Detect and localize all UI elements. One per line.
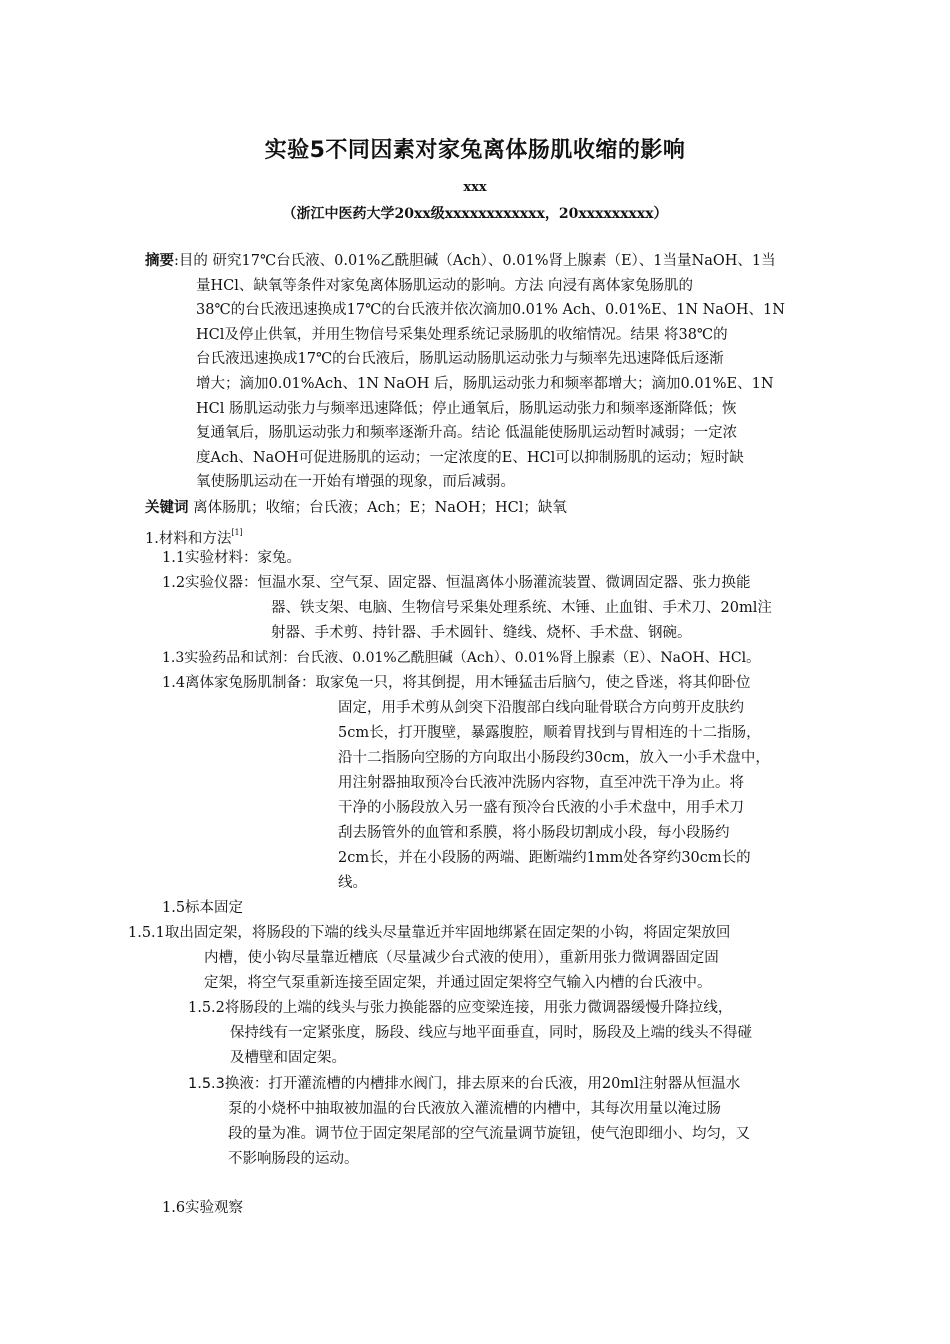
paragraph-line: 干净的小肠段放入另一盛有预冷台氏液的小手术盘中，用手术刀 — [338, 800, 744, 816]
section-1-6: 1.6实验观察 — [162, 1200, 244, 1216]
abstract-line: 量HCl、缺氧等条件对家兔离体肠肌运动的影响。方法 向浸有离体家兔肠肌的 — [196, 278, 693, 294]
abstract-line: 复通氧后，肠肌运动张力和频率逐渐升高。结论 低温能使肠肌运动暂时减弱；一定浓 — [196, 425, 738, 441]
paragraph-line: 泵的小烧杯中抽取被加温的台氏液放入灌流槽的内槽中，其每次用量以淹过肠 — [228, 1101, 721, 1117]
paragraph-line: 射器、手术剪、持针器、手术圆针、缝线、烧杯、手术盘、钢碗。 — [271, 625, 692, 641]
paragraph-line: 不影响肠段的运动。 — [228, 1151, 359, 1167]
paragraph-line: 1.5.2将肠段的上端的线头与张力换能器的应变梁连接，用张力微调器缓慢升降拉线， — [188, 1000, 733, 1016]
paragraph-line: 2cm长，并在小段肠的两端、距断端约1mm处各穿约30cm长的 — [338, 850, 751, 866]
abstract-line: HCl 肠肌运动张力与频率迅速降低；停止通氧后，肠肌运动张力和频率逐渐降低；恢 — [196, 401, 737, 417]
abstract-line: 38℃的台氏液迅速换成17℃的台氏液并依次滴加0.01% Ach、0.01%E、1N NaOH、1N — [196, 302, 785, 318]
paragraph-line: 内槽，使小钩尽量靠近槽底（尽量减少台式液的使用），重新用张力微调器固定固 — [204, 950, 719, 966]
keywords — [145, 499, 567, 517]
reference-marker: [1] — [231, 528, 243, 537]
paragraph-line: 沿十二指肠向空肠的方向取出小肠段约30cm，放入一小手术盘中， — [338, 750, 770, 766]
paragraph-line: 1.2实验仪器：恒温水泵、空气泵、固定器、恒温离体小肠灌流装置、微调固定器、张力换能 — [162, 575, 751, 591]
paragraph-line: 器、铁支架、电脑、生物信号采集处理系统、木锤、止血钳、手术刀、20ml注 — [271, 600, 772, 616]
paragraph-line: 1.5.3换液：打开灌流槽的内槽排水阀门，排去原来的台氏液，用20ml注射器从恒温水 — [188, 1076, 741, 1092]
paragraph-line: 用注射器抽取预冷台氏液冲洗肠内容物，直至冲洗干净为止。将 — [338, 775, 744, 791]
abstract-line: 增大；滴加0.01%Ach、1N NaOH 后，肠肌运动张力和频率都增大；滴加0.01%E、1N — [196, 376, 774, 392]
page-title: 实验5不同因素对家兔离体肠肌收缩的影响 — [264, 138, 686, 163]
paragraph-line: 定架，将空气泵重新连接至固定架，并通过固定架将空气输入内槽的台氏液中。 — [204, 975, 712, 991]
abstract-line: 摘要:目的 研究17℃台氏液、0.01%乙酰胆碱（Ach）、0.01%肾上腺素（E）、1当量NaOH、1当 — [145, 253, 776, 269]
section-1-1: 1.1实验材料：家兔。 — [162, 550, 302, 566]
keywords-label: 关键词 — [145, 500, 189, 516]
keywords-text: 离体肠肌；收缩；台氏液；Ach；E；NaOH；HCl；缺氧 — [188, 500, 567, 516]
affiliation: （浙江中医药大学20xx级xxxxxxxxxxxx，20xxxxxxxxx） — [282, 206, 668, 222]
paragraph-line: 保持线有一定紧张度，肠段、线应与地平面垂直，同时，肠段及上端的线头不得碰 — [230, 1025, 752, 1041]
paragraph-line: 固定，用手术剪从剑突下沿腹部白线向耻骨联合方向剪开皮肤约 — [338, 700, 744, 716]
section-1-5: 1.5标本固定 — [162, 900, 244, 916]
paragraph-line: 1.4离体家兔肠肌制备：取家兔一只，将其倒提，用木锤猛击后脑勺，使之昏迷，将其仰卧位 — [162, 675, 751, 691]
author: xxx — [463, 180, 487, 195]
section-1-3: 1.3实验药品和试剂：台氏液、0.01%乙酰胆碱（Ach）、0.01%肾上腺素（E）、NaOH、HCl。 — [162, 650, 761, 666]
paragraph-line: 线。 — [338, 875, 367, 891]
abstract-line: HCl及停止供氧，并用生物信号采集处理系统记录肠肌的收缩情况。结果 将38℃的 — [196, 327, 728, 343]
paragraph-line: 段的量为准。调节位于固定架尾部的空气流量调节旋钮，使气泡即细小、均匀，又 — [228, 1126, 750, 1142]
section-number: 1.5.3 — [188, 1076, 225, 1092]
paragraph-line: 5cm长，打开腹壁，暴露腹腔，顺着胃找到与胃相连的十二指肠， — [338, 725, 761, 741]
paragraph-line: 及槽壁和固定架。 — [230, 1050, 346, 1066]
paragraph-line: 刮去肠管外的血管和系膜，将小肠段切割成小段，每小段肠约 — [338, 825, 730, 841]
abstract-line: 台氏液迅速换成17℃的台氏液后，肠肌运动肠肌运动张力与频率先迅速降低后逐渐 — [196, 351, 724, 367]
abstract-label: 摘要 — [145, 253, 174, 269]
abstract-line: 度Ach、NaOH可促进肠肌的运动；一定浓度的E、HCl可以抑制肠肌的运动；短时缺 — [196, 450, 744, 466]
paragraph-line: 1.5.1取出固定架，将肠段的下端的线头尽量靠近并牢固地绑紧在固定架的小钩，将固定架放回 — [128, 925, 731, 941]
section-heading-1: 1.材料和方法[1] — [145, 528, 243, 547]
abstract-line: 氧使肠肌运动在一开始有增强的现象，而后减弱。 — [196, 474, 515, 490]
